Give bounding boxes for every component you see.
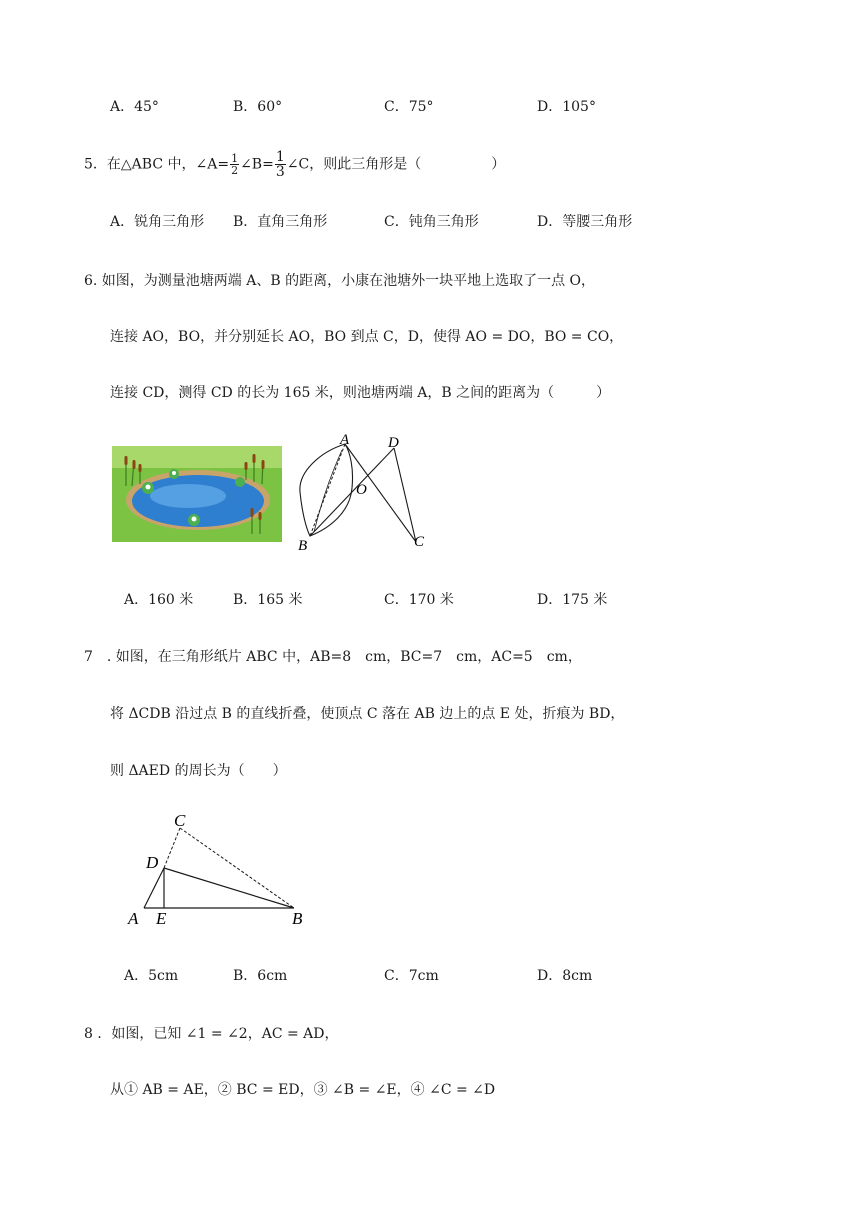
q5-fraction-third: $\frac{1}{3}$ — [275, 149, 285, 180]
label-b: B — [292, 909, 303, 928]
q5-fraction-half: $\frac{1}{2}$ — [231, 152, 239, 177]
q7-option-b: B．6cm — [233, 968, 288, 984]
q6-line-1: 6. 如图，为测量池塘两端 A、B 的距离，小康在池塘外一块平地上选取了一点 O， — [84, 273, 596, 289]
q7-line-1: 7 . 如图，在三角形纸片 ABC 中，AB=8 cm，BC=7 cm，AC=5 cm， — [84, 649, 582, 665]
q6-geometry-figure — [290, 428, 440, 554]
q6-option-d: D．175 米 — [537, 592, 608, 608]
pond-inner-line — [314, 450, 342, 532]
q5-option-d: D．等腰三角形 — [537, 214, 633, 230]
label-e: E — [156, 909, 167, 928]
segment-ab — [310, 444, 345, 536]
label-b: B — [298, 538, 308, 554]
q4-option-b: B．60° — [233, 99, 283, 115]
q6-option-b: B．165 米 — [233, 592, 303, 608]
label-d: D — [146, 853, 159, 872]
q7-line-2: 将 ΔCDB 沿过点 B 的直线折叠，使顶点 C 落在 AB 边上的点 E 处，折痕为 BD， — [110, 706, 625, 722]
q7-line-3: 则 ΔAED 的周长为（ ） — [110, 763, 287, 779]
label-c: C — [414, 534, 425, 550]
q7-option-a: A．5cm — [124, 968, 179, 984]
pond-far-grass — [112, 446, 282, 468]
segment-db — [164, 868, 294, 908]
q8-line-1: 8 ．如图，已知 ∠1 = ∠2，AC = AD， — [84, 1026, 339, 1042]
label-a: A — [128, 909, 139, 928]
q4-option-d: D．105° — [537, 99, 596, 115]
q5-stem: 5．在△ABC 中，∠A= $\frac{1}{2}$ ∠B= $\frac{1}{3}$ ∠C，则此三角形是（ ） — [84, 149, 506, 180]
q7-option-c: C．7cm — [384, 968, 439, 984]
lily-flower-2 — [172, 471, 176, 475]
q6-line-2: 连接 AO，BO，并分别延长 AO，BO 到点 C，D，使得 AO = DO，BO = CO， — [110, 329, 624, 345]
segment-cb — [180, 828, 294, 908]
lily-flower-1 — [146, 485, 151, 490]
q8-line-2: 从① AB = AE，② BC = ED，③ ∠B = ∠E，④ ∠C = ∠D — [110, 1082, 496, 1098]
segment-ad — [144, 868, 164, 908]
label-o: O — [356, 482, 367, 498]
q5-option-b: B．直角三角形 — [233, 214, 328, 230]
label-a: A — [340, 432, 350, 448]
pond-illustration — [112, 446, 282, 542]
segment-bd — [310, 448, 394, 536]
label-c: C — [174, 811, 186, 830]
q4-option-a: A．45° — [110, 99, 159, 115]
q6-option-c: C．170 米 — [384, 592, 454, 608]
q4-option-c: C．75° — [384, 99, 434, 115]
segment-dc — [394, 448, 416, 542]
segment-dc — [164, 828, 180, 868]
label-d: D — [388, 435, 399, 451]
q5-option-a: A．锐角三角形 — [110, 214, 205, 230]
q5-option-c: C．钝角三角形 — [384, 214, 479, 230]
lily-flower-4 — [192, 517, 197, 522]
pond-water-highlight — [150, 484, 226, 508]
q7-geometry-figure — [122, 806, 322, 932]
q6-line-3: 连接 CD，测得 CD 的长为 165 米，则池塘两端 A，B 之间的距离为（ ） — [110, 385, 611, 401]
q6-option-a: A．160 米 — [124, 592, 194, 608]
lily-pad-3 — [235, 477, 245, 487]
q7-option-d: D．8cm — [537, 968, 593, 984]
